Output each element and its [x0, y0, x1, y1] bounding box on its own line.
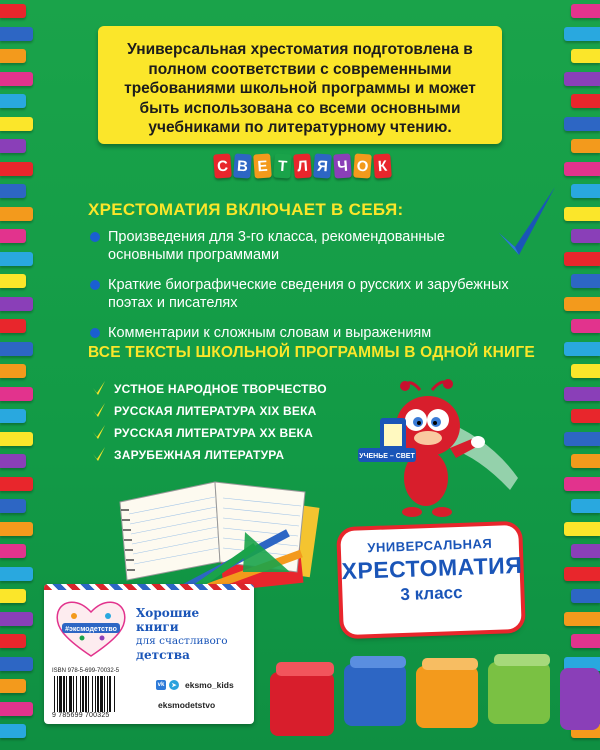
- heart-hashtag: #эксмодетство: [65, 626, 117, 633]
- stripe: [571, 229, 600, 243]
- stripe: [564, 387, 600, 401]
- includes-list: [90, 228, 510, 354]
- check-icon: [92, 424, 106, 440]
- stripe: [0, 72, 33, 86]
- social-links: [156, 680, 234, 690]
- stripe: [0, 49, 26, 63]
- all-texts-list: [90, 380, 327, 468]
- stripe: [0, 702, 33, 716]
- barcode-bar: [66, 676, 67, 712]
- series-logo: [214, 154, 391, 178]
- stripe: [0, 432, 33, 446]
- isbn-text: ISBN 978-5-699-70032-5: [52, 668, 120, 674]
- stripe: [0, 522, 33, 536]
- stripe: [564, 162, 600, 176]
- title-badge: [340, 525, 522, 635]
- lantern-label: УЧЕНЬЕ – СВЕТ: [359, 453, 415, 460]
- stripe: [0, 454, 26, 468]
- stripe: [571, 499, 600, 513]
- notebook-illustration: [115, 462, 325, 597]
- stripe: [0, 409, 26, 423]
- telegram-icon: ➤: [169, 680, 179, 690]
- stripe: [0, 589, 26, 603]
- barcode-bar: [104, 676, 105, 712]
- barcode-bar: [69, 676, 72, 712]
- stripe: [0, 679, 26, 693]
- barcode-bar: [114, 676, 115, 712]
- stripe: [571, 589, 600, 603]
- stripe: [0, 94, 26, 108]
- bullet-dot-icon: [90, 232, 100, 242]
- stripe: [571, 49, 600, 63]
- stripe: [0, 184, 26, 198]
- barcode-number: 9 785699 700325: [52, 712, 110, 719]
- stripe: [564, 297, 600, 311]
- stripe: [0, 319, 26, 333]
- barcode-bar: [80, 676, 81, 712]
- badge-line1: УНИВЕРСАЛЬНАЯ: [367, 535, 493, 556]
- stripe: [571, 409, 600, 423]
- barcode-bar: [73, 676, 74, 712]
- list-item: РУССКАЯ ЛИТЕРАТУРА XX ВЕКА: [90, 424, 327, 446]
- stripe: [564, 612, 600, 626]
- check-icon: [92, 446, 106, 462]
- publisher-card: [44, 584, 254, 724]
- stripe: [0, 342, 33, 356]
- list-item: Произведения для 3-го класса, рекомендованные основными программами: [90, 228, 510, 264]
- right-stripes: [558, 0, 600, 750]
- barcode-bar: [95, 676, 96, 712]
- bullet-dot-icon: [90, 328, 100, 338]
- includes-heading: ХРЕСТОМАТИЯ ВКЛЮЧАЕТ В СЕБЯ:: [88, 200, 404, 219]
- barcode-bar: [107, 676, 108, 712]
- list-item: УСТНОЕ НАРОДНОЕ ТВОРЧЕСТВО: [90, 380, 327, 402]
- bullet-dot-icon: [90, 280, 100, 290]
- logo-letter: С: [213, 153, 232, 178]
- stripe: [0, 657, 33, 671]
- stripe: [0, 117, 33, 131]
- publisher-slogan: Хорошие книги для счастливого детства: [136, 606, 228, 662]
- intro-text: Универсальная хрестоматия подготовлена в полном соответствии с современными требованиями школьной программы и может быть использована со всеми основными учебниками по литературному чтению.: [124, 41, 476, 136]
- stripe: [0, 297, 33, 311]
- stripe: [571, 364, 600, 378]
- stripe: [571, 94, 600, 108]
- list-item: Комментарии к сложным словам и выражениям: [90, 324, 510, 342]
- stripe: [0, 724, 26, 738]
- stripe: [564, 117, 600, 131]
- stripe: [0, 364, 26, 378]
- logo-letter: К: [373, 153, 392, 178]
- stripe: [564, 252, 600, 266]
- barcode-bar: [97, 676, 99, 712]
- logo-letter: Л: [293, 153, 312, 178]
- stripe: [0, 274, 26, 288]
- barcode-bar: [92, 676, 93, 712]
- social-handle: eksmo_kids: [185, 680, 234, 690]
- stripe: [571, 319, 600, 333]
- barcode-bar: [76, 676, 77, 712]
- intro-box: [98, 26, 502, 144]
- barcode-bar: [59, 676, 62, 712]
- stripe: [0, 27, 33, 41]
- stripe: [571, 274, 600, 288]
- barcode-bar: [54, 676, 55, 712]
- stripe: [0, 162, 33, 176]
- heart-logo-icon: [54, 598, 128, 658]
- barcode-bar: [63, 676, 65, 712]
- check-icon: [92, 402, 106, 418]
- site-name: eksmodetstvo: [158, 700, 216, 710]
- stripe: [571, 544, 600, 558]
- barcode: [52, 676, 144, 712]
- stripe: [564, 432, 600, 446]
- stripe: [0, 567, 33, 581]
- stripe: [0, 544, 26, 558]
- stripe: [0, 477, 33, 491]
- list-item: ЗАРУБЕЖНАЯ ЛИТЕРАТУРА: [90, 446, 327, 468]
- stripe: [571, 139, 600, 153]
- barcode-bar: [57, 676, 58, 712]
- stripe: [564, 567, 600, 581]
- stripe: [0, 612, 33, 626]
- stripe: [564, 342, 600, 356]
- stripe: [571, 4, 600, 18]
- barcode-bar: [82, 676, 84, 712]
- stripe: [0, 499, 26, 513]
- logo-letter: Я: [313, 153, 332, 178]
- stripe: [0, 387, 33, 401]
- left-stripes: [0, 0, 42, 750]
- badge-grade: 3 класс: [400, 582, 463, 605]
- list-item: Краткие биографические сведения о русских и зарубежных поэтах и писателях: [90, 276, 510, 312]
- check-icon: [92, 380, 106, 396]
- stripe: [564, 207, 600, 221]
- list-item: РУССКАЯ ЛИТЕРАТУРА XIX ВЕКА: [90, 402, 327, 424]
- airmail-border: [44, 584, 254, 590]
- stripe: [0, 634, 26, 648]
- barcode-bar: [109, 676, 111, 712]
- badge-title: ХРЕСТОМАТИЯ: [341, 551, 523, 585]
- stripe: [0, 252, 33, 266]
- stripe: [0, 139, 26, 153]
- stripe: [564, 477, 600, 491]
- big-checkmark-icon: [497, 185, 557, 265]
- logo-letter: Е: [253, 153, 272, 178]
- vk-icon: vk: [157, 682, 165, 688]
- logo-letter: О: [353, 153, 372, 178]
- cubes-illustration: [270, 644, 600, 750]
- barcode-bar: [88, 676, 89, 712]
- barcode-bar: [85, 676, 87, 712]
- stripe: [0, 4, 26, 18]
- stripe: [0, 229, 26, 243]
- stripe: [564, 27, 600, 41]
- firefly-mascot-illustration: [350, 378, 520, 528]
- stripe: [571, 454, 600, 468]
- stripe: [571, 184, 600, 198]
- logo-letter: Ч: [333, 153, 352, 178]
- stripe: [564, 72, 600, 86]
- all-texts-heading: ВСЕ ТЕКСТЫ ШКОЛЬНОЙ ПРОГРАММЫ В ОДНОЙ КНИГЕ: [88, 344, 535, 361]
- logo-letter: В: [233, 153, 252, 178]
- stripe: [564, 522, 600, 536]
- barcode-bar: [100, 676, 103, 712]
- logo-letter: Т: [273, 153, 292, 178]
- stripe: [0, 207, 33, 221]
